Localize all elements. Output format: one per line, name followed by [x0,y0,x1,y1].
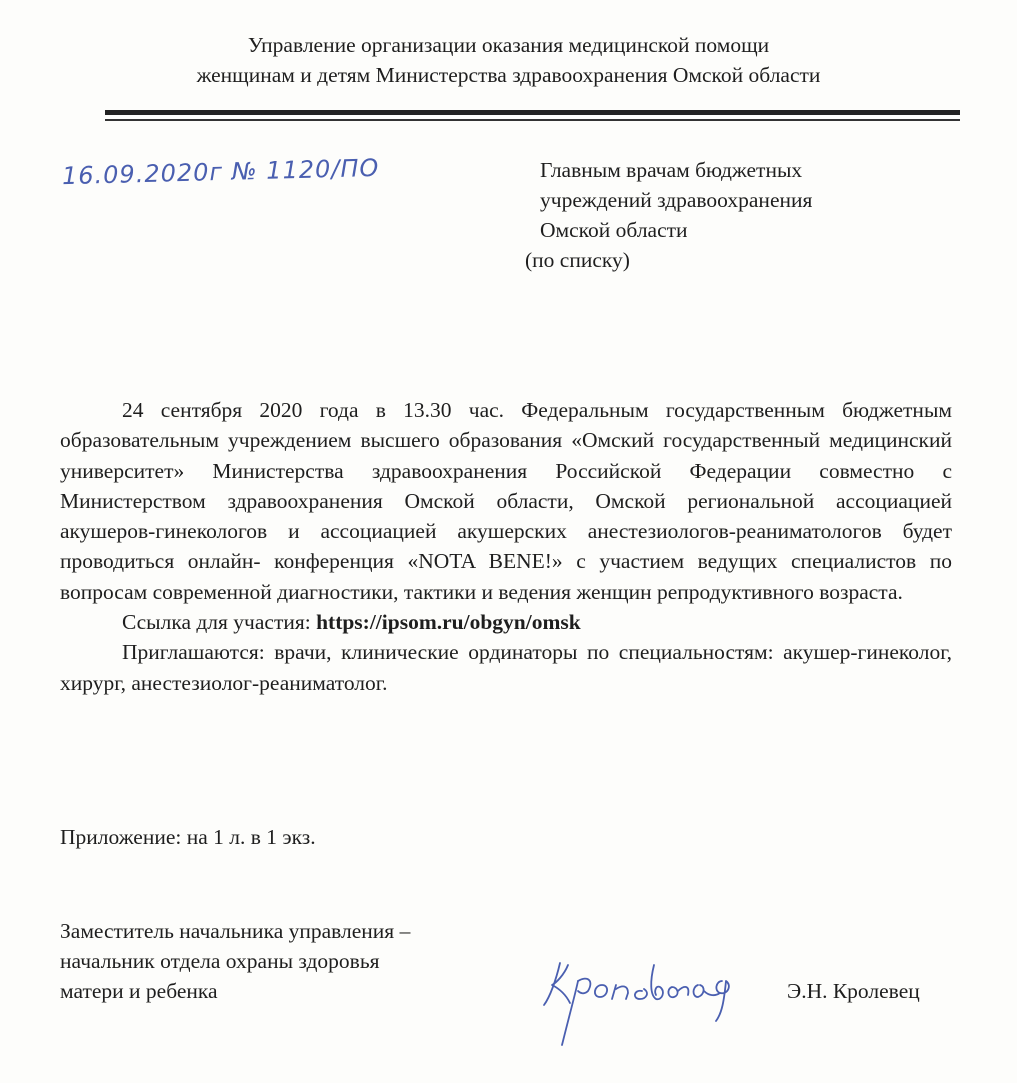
signer-line-1: Заместитель начальника управления – [60,919,411,943]
body-paragraph-link [60,607,952,637]
org-line-1: Управление организации оказания медицинской помощи [247,33,770,57]
org-line-2: женщинам и детям Министерства здравоохранения Омской области [196,63,821,87]
letter-body [60,395,952,698]
addressee-line-1: Главным врачам бюджетных [540,158,803,182]
addressee-line-2: учреждений здравоохранения [540,188,813,212]
body-paragraph-3: Приглашаются: врачи, клинические ординаторы по специальностям: акушер-гинеколог, хирург, анестезиолог-реаниматолог. [60,640,952,695]
handwritten-registration-number: 16.09.2020г № 1120/ПО [61,153,380,191]
organization-header [0,30,1017,90]
body-paragraph-1: 24 сентября 2020 года в 13.30 час. Федеральным государственным бюджетным образовательным учреждением высшего образования «Омский государственный медицинский университет» Министерства здравоохранения Российской Федерации совместно с Министерством здравоохранения Омской области, Омской региональной ассоциацией акушеров-гинекологов и ассоциацией акушерских анестезиологов-реаниматологов будет проводиться онлайн- конференция «NOTA BENE!» с участием ведущих специалистов по вопросам современной диагностики, тактики и ведения женщин репродуктивного возраста. [60,398,952,604]
addressee-line-4: (по списку) [525,248,630,272]
addressee-line-3: Омской области [540,218,688,242]
attachment-note: Приложение: на 1 л. в 1 экз. [60,825,316,849]
handwritten-signature [538,945,758,1055]
signer-line-2: начальник отдела охраны здоровья [60,949,380,973]
signer-title [60,916,410,1006]
conference-link[interactable]: https://ipsom.ru/obgyn/omsk [316,610,581,635]
signer-name: Э.Н. Кролевец [787,979,920,1003]
header-rule-thin [105,119,960,121]
header-rule-thick [105,110,960,115]
addressee-block [525,155,813,275]
signer-line-3: матери и ребенка [60,979,218,1003]
link-label: Ссылка для участия: [122,610,317,635]
